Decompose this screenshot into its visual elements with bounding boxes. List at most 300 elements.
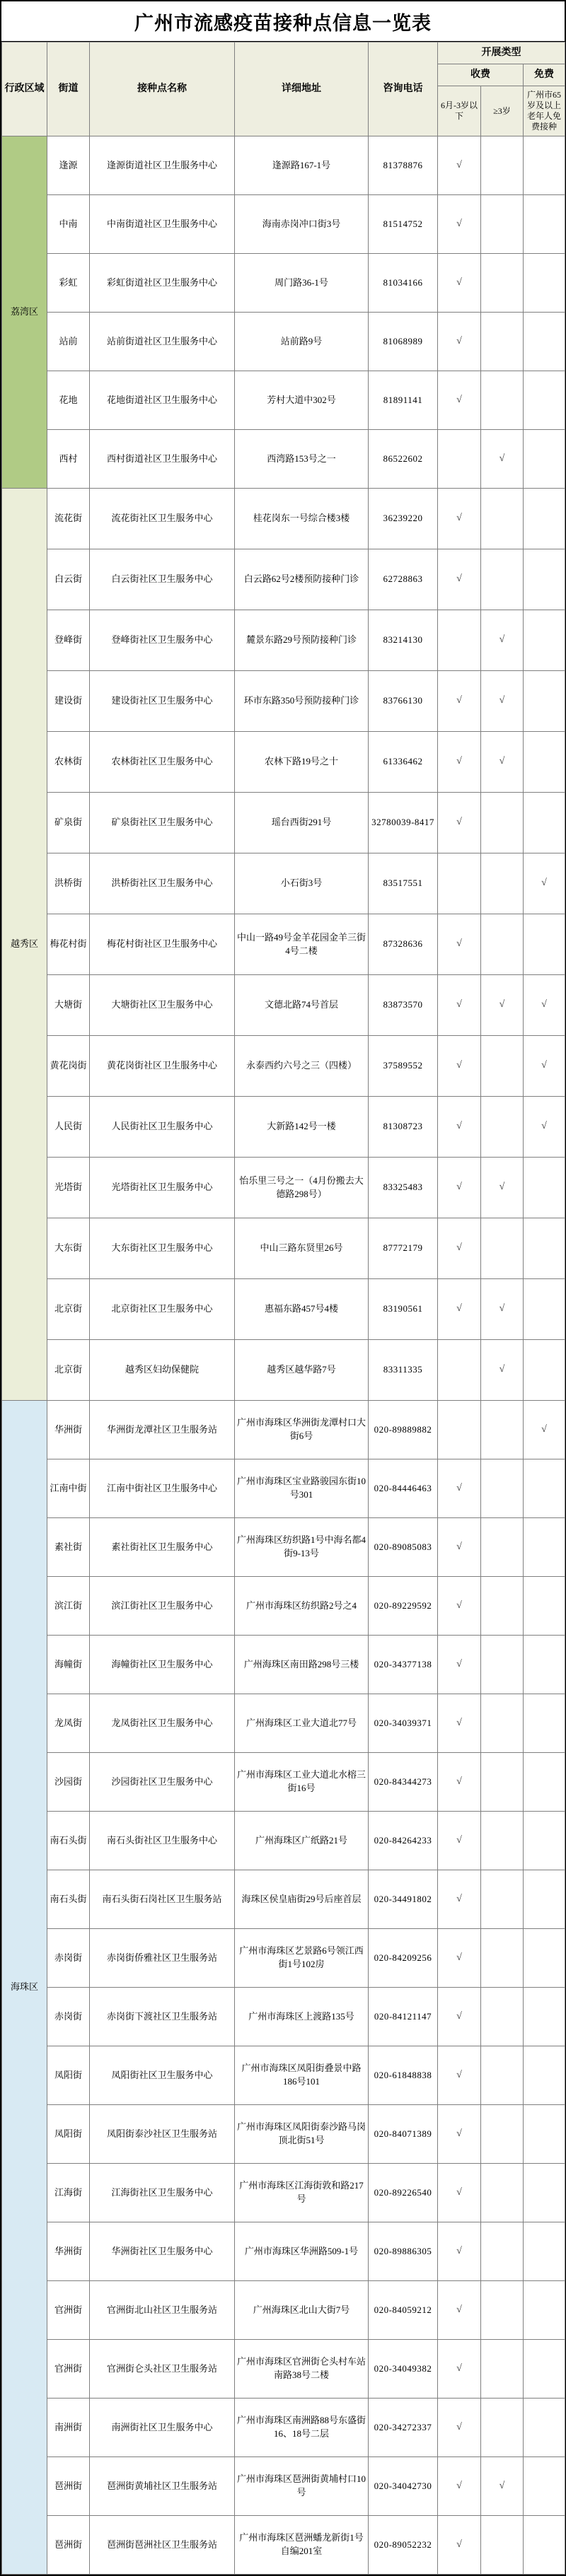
header-street: 街道	[47, 42, 90, 136]
check-free-senior	[524, 254, 565, 313]
phone-cell: 020-34491802	[369, 1870, 438, 1929]
check-paid-3plus: √	[481, 1340, 524, 1401]
check-paid-under3: √	[438, 1158, 481, 1218]
phone-cell: 83311335	[369, 1340, 438, 1401]
address-cell: 广州市海珠区纺织路2号之4	[235, 1577, 369, 1636]
street-cell: 花地	[47, 371, 90, 430]
table-row	[2, 2046, 565, 2105]
address-cell: 芳村大道中302号	[235, 371, 369, 430]
site-cell: 大塘街社区卫生服务中心	[90, 975, 235, 1036]
check-paid-3plus	[481, 313, 524, 371]
phone-cell: 020-34049382	[369, 2340, 438, 2399]
check-free-senior	[524, 2457, 565, 2516]
check-free-senior	[524, 195, 565, 254]
street-cell: 人民街	[47, 1097, 90, 1158]
check-paid-under3: √	[438, 1753, 481, 1812]
table-row	[2, 853, 565, 914]
address-cell: 桂花岗东一号综合楼3楼	[235, 489, 369, 549]
check-paid-3plus: √	[481, 1279, 524, 1340]
header-type-group: 开展类型	[438, 42, 565, 64]
table-row	[2, 254, 565, 313]
street-cell: 梅花村街	[47, 914, 90, 975]
check-paid-under3	[438, 610, 481, 671]
phone-cell: 37589552	[369, 1036, 438, 1097]
site-cell: 江海街社区卫生服务中心	[90, 2164, 235, 2222]
check-paid-3plus	[481, 1988, 524, 2046]
check-paid-3plus	[481, 914, 524, 975]
address-cell: 广州市海珠区工业大道北水榕三街16号	[235, 1753, 369, 1812]
address-cell: 海珠区侯皇庙街29号后座首层	[235, 1870, 369, 1929]
check-paid-under3: √	[438, 2457, 481, 2516]
check-paid-under3: √	[438, 2516, 481, 2575]
header-address: 详细地址	[235, 42, 369, 136]
table-row	[2, 1097, 565, 1158]
check-paid-3plus	[481, 1929, 524, 1988]
site-cell: 逢源街道社区卫生服务中心	[90, 136, 235, 195]
header-paid-under3: 6月-3岁以下	[438, 86, 481, 136]
street-cell: 大塘街	[47, 975, 90, 1036]
site-cell: 江南中街社区卫生服务中心	[90, 1459, 235, 1518]
address-cell: 海南赤岗冲口街3号	[235, 195, 369, 254]
check-free-senior: √	[524, 975, 565, 1036]
table-row	[2, 1636, 565, 1694]
check-free-senior	[524, 489, 565, 549]
site-cell: 越秀区妇幼保健院	[90, 1340, 235, 1401]
table-row	[2, 975, 565, 1036]
check-free-senior	[524, 136, 565, 195]
table-row	[2, 2281, 565, 2340]
phone-cell: 87328636	[369, 914, 438, 975]
page-title: 广州市流感疫苗接种点信息一览表	[134, 12, 432, 34]
address-cell: 广州市海珠区艺景路6号领江西街1号102房	[235, 1929, 369, 1988]
street-cell: 海幢街	[47, 1636, 90, 1694]
address-cell: 广州市海珠区凤阳街叠景中路186号101	[235, 2046, 369, 2105]
site-cell: 梅花村街社区卫生服务中心	[90, 914, 235, 975]
check-free-senior: √	[524, 1401, 565, 1459]
check-paid-3plus	[481, 1401, 524, 1459]
address-cell: 广州市海珠区华洲街龙潭村口大街6号	[235, 1401, 369, 1459]
site-cell: 滨江街社区卫生服务中心	[90, 1577, 235, 1636]
check-paid-under3: √	[438, 1036, 481, 1097]
check-paid-3plus	[481, 1459, 524, 1518]
street-cell: 华洲街	[47, 2222, 90, 2281]
phone-cell: 020-89226540	[369, 2164, 438, 2222]
check-paid-under3: √	[438, 1812, 481, 1870]
site-cell: 人民街社区卫生服务中心	[90, 1097, 235, 1158]
check-paid-under3: √	[438, 549, 481, 610]
street-cell: 流花街	[47, 489, 90, 549]
check-paid-under3: √	[438, 254, 481, 313]
check-paid-3plus	[481, 371, 524, 430]
check-paid-3plus: √	[481, 610, 524, 671]
address-cell: 西湾路153号之一	[235, 430, 369, 489]
site-cell: 龙凤街社区卫生服务中心	[90, 1694, 235, 1753]
address-cell: 广州海珠区工业大道北77号	[235, 1694, 369, 1753]
street-cell: 西村	[47, 430, 90, 489]
street-cell: 官洲街	[47, 2281, 90, 2340]
street-cell: 江南中街	[47, 1459, 90, 1518]
street-cell: 中南	[47, 195, 90, 254]
check-paid-under3: √	[438, 1694, 481, 1753]
street-cell: 南石头街	[47, 1812, 90, 1870]
table-row	[2, 1036, 565, 1097]
check-paid-3plus	[481, 2105, 524, 2164]
site-cell: 北京街社区卫生服务中心	[90, 1279, 235, 1340]
check-paid-under3: √	[438, 1218, 481, 1279]
table-row	[2, 1988, 565, 2046]
phone-cell: 020-89229592	[369, 1577, 438, 1636]
header-free-senior: 广州市65岁及以上老年人免费接种	[524, 86, 565, 136]
table-row	[2, 489, 565, 549]
address-cell: 惠福东路457号4楼	[235, 1279, 369, 1340]
check-paid-under3: √	[438, 1577, 481, 1636]
check-free-senior	[524, 371, 565, 430]
table-row	[2, 430, 565, 489]
check-paid-3plus: √	[481, 1158, 524, 1218]
check-paid-3plus	[481, 1518, 524, 1577]
site-cell: 华洲街龙潭社区卫生服务站	[90, 1401, 235, 1459]
check-paid-under3: √	[438, 1459, 481, 1518]
check-paid-3plus	[481, 2222, 524, 2281]
address-cell: 广州市海珠区江海街敦和路217号	[235, 2164, 369, 2222]
street-cell: 凤阳街	[47, 2046, 90, 2105]
phone-cell: 020-89052232	[369, 2516, 438, 2575]
table-row	[2, 1870, 565, 1929]
address-cell: 环市东路350号预防接种门诊	[235, 671, 369, 732]
street-cell: 南洲街	[47, 2399, 90, 2457]
address-cell: 广州海珠区南田路298号三楼	[235, 1636, 369, 1694]
check-paid-3plus	[481, 489, 524, 549]
check-paid-under3	[438, 1340, 481, 1401]
site-cell: 赤岗街侨雅社区卫生服务站	[90, 1929, 235, 1988]
check-paid-3plus	[481, 136, 524, 195]
check-free-senior	[524, 1459, 565, 1518]
phone-cell: 020-34272337	[369, 2399, 438, 2457]
check-paid-3plus	[481, 549, 524, 610]
address-cell: 广州市海珠区琶洲蟠龙新街1号自编201室	[235, 2516, 369, 2575]
check-free-senior	[524, 610, 565, 671]
address-cell: 永泰西约六号之三（四楼）	[235, 1036, 369, 1097]
address-cell: 周门路36-1号	[235, 254, 369, 313]
check-paid-3plus	[481, 1812, 524, 1870]
site-cell: 白云街社区卫生服务中心	[90, 549, 235, 610]
street-cell: 洪桥街	[47, 853, 90, 914]
table-row	[2, 2516, 565, 2575]
address-cell: 农林下路19号之十	[235, 732, 369, 793]
street-cell: 北京街	[47, 1279, 90, 1340]
street-cell: 官洲街	[47, 2340, 90, 2399]
check-paid-under3: √	[438, 195, 481, 254]
site-cell: 光塔街社区卫生服务中心	[90, 1158, 235, 1218]
check-paid-under3: √	[438, 136, 481, 195]
check-free-senior	[524, 2516, 565, 2575]
table-row	[2, 2399, 565, 2457]
check-free-senior	[524, 671, 565, 732]
street-cell: 黄花岗街	[47, 1036, 90, 1097]
header-region: 行政区域	[2, 42, 47, 136]
site-cell: 洪桥街社区卫生服务中心	[90, 853, 235, 914]
street-cell: 素社街	[47, 1518, 90, 1577]
site-cell: 西村街道社区卫生服务中心	[90, 430, 235, 489]
check-free-senior	[524, 2399, 565, 2457]
site-cell: 南石头街社区卫生服务中心	[90, 1812, 235, 1870]
address-cell: 广州海珠区广纸路21号	[235, 1812, 369, 1870]
address-cell: 中山三路东贤里26号	[235, 1218, 369, 1279]
check-paid-3plus: √	[481, 430, 524, 489]
street-cell: 凤阳街	[47, 2105, 90, 2164]
site-cell: 官洲街仑头社区卫生服务站	[90, 2340, 235, 2399]
check-free-senior	[524, 1929, 565, 1988]
street-cell: 农林街	[47, 732, 90, 793]
check-paid-under3: √	[438, 1929, 481, 1988]
check-paid-under3: √	[438, 313, 481, 371]
table-row	[2, 2457, 565, 2516]
check-paid-under3: √	[438, 671, 481, 732]
sheet-title-row	[1, 1, 565, 42]
check-free-senior	[524, 1988, 565, 2046]
check-paid-under3: √	[438, 914, 481, 975]
check-free-senior: √	[524, 853, 565, 914]
phone-cell: 83325483	[369, 1158, 438, 1218]
address-cell: 怡乐里三号之一（4月份搬去大德路298号）	[235, 1158, 369, 1218]
check-free-senior	[524, 1340, 565, 1401]
address-cell: 广州市海珠区上渡路135号	[235, 1988, 369, 2046]
site-cell: 黄花岗街社区卫生服务中心	[90, 1036, 235, 1097]
phone-cell: 020-84059212	[369, 2281, 438, 2340]
address-cell: 白云路62号2楼预防接种门诊	[235, 549, 369, 610]
check-paid-3plus	[481, 1218, 524, 1279]
table-row	[2, 671, 565, 732]
address-cell: 越秀区越华路7号	[235, 1340, 369, 1401]
phone-cell: 81034166	[369, 254, 438, 313]
check-paid-3plus	[481, 2046, 524, 2105]
table-row	[2, 2164, 565, 2222]
table-header	[2, 42, 565, 136]
street-cell: 沙园街	[47, 1753, 90, 1812]
phone-cell: 81514752	[369, 195, 438, 254]
phone-cell: 32780039-8417	[369, 793, 438, 853]
address-cell: 逢源路167-1号	[235, 136, 369, 195]
street-cell: 龙凤街	[47, 1694, 90, 1753]
region-label: 荔湾区	[2, 136, 47, 489]
address-cell: 广州市海珠区南洲路88号东盛街16、18号二层	[235, 2399, 369, 2457]
check-free-senior	[524, 1694, 565, 1753]
table-row	[2, 1694, 565, 1753]
table-row	[2, 1518, 565, 1577]
phone-cell: 020-89886305	[369, 2222, 438, 2281]
check-free-senior	[524, 549, 565, 610]
check-paid-3plus	[481, 195, 524, 254]
check-paid-under3: √	[438, 2222, 481, 2281]
check-free-senior	[524, 2046, 565, 2105]
check-paid-under3: √	[438, 1870, 481, 1929]
table-row	[2, 136, 565, 195]
street-cell: 建设街	[47, 671, 90, 732]
check-paid-3plus: √	[481, 732, 524, 793]
header-paid-3plus: ≥3岁	[481, 86, 524, 136]
street-cell: 华洲街	[47, 1401, 90, 1459]
site-cell: 沙园街社区卫生服务中心	[90, 1753, 235, 1812]
phone-cell: 81891141	[369, 371, 438, 430]
phone-cell: 020-34377138	[369, 1636, 438, 1694]
check-paid-under3: √	[438, 371, 481, 430]
phone-cell: 62728863	[369, 549, 438, 610]
street-cell: 大东街	[47, 1218, 90, 1279]
vaccination-sites-table	[1, 42, 565, 2575]
address-cell: 广州市海珠区宝业路骏园东街10号301	[235, 1459, 369, 1518]
table-row	[2, 1279, 565, 1340]
check-paid-under3: √	[438, 2281, 481, 2340]
check-paid-3plus	[481, 254, 524, 313]
check-paid-under3	[438, 1401, 481, 1459]
region-label: 越秀区	[2, 489, 47, 1401]
check-free-senior	[524, 2340, 565, 2399]
phone-cell: 020-34042730	[369, 2457, 438, 2516]
check-free-senior	[524, 1577, 565, 1636]
check-paid-3plus: √	[481, 671, 524, 732]
table-row	[2, 549, 565, 610]
table-row	[2, 1753, 565, 1812]
check-paid-3plus	[481, 1870, 524, 1929]
address-cell: 广州市海珠区华洲路509-1号	[235, 2222, 369, 2281]
check-free-senior	[524, 2105, 565, 2164]
table-row	[2, 1218, 565, 1279]
check-paid-under3: √	[438, 2340, 481, 2399]
check-paid-3plus: √	[481, 975, 524, 1036]
phone-cell: 020-61848838	[369, 2046, 438, 2105]
site-cell: 素社街社区卫生服务中心	[90, 1518, 235, 1577]
site-cell: 花地街道社区卫生服务中心	[90, 371, 235, 430]
street-cell: 赤岗街	[47, 1929, 90, 1988]
site-cell: 建设街社区卫生服务中心	[90, 671, 235, 732]
phone-cell: 36239220	[369, 489, 438, 549]
site-cell: 凤阳街社区卫生服务中心	[90, 2046, 235, 2105]
check-free-senior	[524, 914, 565, 975]
address-cell: 广州市海珠区凤阳街泰沙路马岗顶北街51号	[235, 2105, 369, 2164]
phone-cell: 86522602	[369, 430, 438, 489]
table-row	[2, 1158, 565, 1218]
check-paid-3plus	[481, 2399, 524, 2457]
check-paid-under3: √	[438, 1097, 481, 1158]
phone-cell: 81068989	[369, 313, 438, 371]
check-free-senior	[524, 1812, 565, 1870]
street-cell: 赤岗街	[47, 1988, 90, 2046]
table-row	[2, 914, 565, 975]
check-paid-3plus	[481, 853, 524, 914]
table-row	[2, 371, 565, 430]
site-cell: 彩虹街道社区卫生服务中心	[90, 254, 235, 313]
table-row	[2, 1459, 565, 1518]
table-row	[2, 732, 565, 793]
site-cell: 矿泉街社区卫生服务中心	[90, 793, 235, 853]
check-paid-3plus	[481, 793, 524, 853]
header-paid: 收费	[438, 64, 524, 86]
check-paid-under3: √	[438, 975, 481, 1036]
check-free-senior: √	[524, 1097, 565, 1158]
site-cell: 南洲街社区卫生服务中心	[90, 2399, 235, 2457]
check-paid-3plus	[481, 1097, 524, 1158]
site-cell: 琶洲街琶洲社区卫生服务站	[90, 2516, 235, 2575]
table-row	[2, 195, 565, 254]
check-free-senior	[524, 1279, 565, 1340]
table-row	[2, 1812, 565, 1870]
check-paid-3plus	[481, 1753, 524, 1812]
phone-cell: 83766130	[369, 671, 438, 732]
street-cell: 北京街	[47, 1340, 90, 1401]
street-cell: 彩虹	[47, 254, 90, 313]
table-body	[2, 136, 565, 2575]
region-label: 海珠区	[2, 1401, 47, 2575]
phone-cell: 83214130	[369, 610, 438, 671]
check-paid-under3: √	[438, 793, 481, 853]
phone-cell: 020-84121147	[369, 1988, 438, 2046]
check-free-senior	[524, 430, 565, 489]
phone-cell: 81378876	[369, 136, 438, 195]
check-paid-under3	[438, 430, 481, 489]
check-free-senior	[524, 1518, 565, 1577]
phone-cell: 87772179	[369, 1218, 438, 1279]
phone-cell: 020-34039371	[369, 1694, 438, 1753]
check-free-senior	[524, 1636, 565, 1694]
phone-cell: 83873570	[369, 975, 438, 1036]
table-row	[2, 2222, 565, 2281]
check-paid-3plus	[481, 1694, 524, 1753]
table-row	[2, 793, 565, 853]
phone-cell: 83190561	[369, 1279, 438, 1340]
address-cell: 广州海珠区北山大街7号	[235, 2281, 369, 2340]
check-paid-under3: √	[438, 1518, 481, 1577]
check-paid-under3: √	[438, 1988, 481, 2046]
check-paid-3plus	[481, 1036, 524, 1097]
check-free-senior	[524, 2281, 565, 2340]
check-paid-under3: √	[438, 1636, 481, 1694]
check-paid-3plus: √	[481, 2457, 524, 2516]
street-cell: 滨江街	[47, 1577, 90, 1636]
address-cell: 麓景东路29号预防接种门诊	[235, 610, 369, 671]
check-paid-under3: √	[438, 2105, 481, 2164]
street-cell: 光塔街	[47, 1158, 90, 1218]
check-paid-under3: √	[438, 489, 481, 549]
street-cell: 登峰街	[47, 610, 90, 671]
header-phone: 咨询电话	[369, 42, 438, 136]
check-free-senior	[524, 1870, 565, 1929]
street-cell: 琶洲街	[47, 2516, 90, 2575]
address-cell: 广州市海珠区官洲街仑头村车站南路38号二楼	[235, 2340, 369, 2399]
check-paid-3plus	[481, 2281, 524, 2340]
check-paid-under3: √	[438, 2046, 481, 2105]
check-paid-under3: √	[438, 732, 481, 793]
check-paid-3plus	[481, 2164, 524, 2222]
street-cell: 逢源	[47, 136, 90, 195]
phone-cell: 020-84209256	[369, 1929, 438, 1988]
address-cell: 文德北路74号首层	[235, 975, 369, 1036]
site-cell: 海幢街社区卫生服务中心	[90, 1636, 235, 1694]
check-paid-3plus	[481, 1636, 524, 1694]
check-paid-under3: √	[438, 2164, 481, 2222]
check-free-senior	[524, 313, 565, 371]
phone-cell: 020-84344273	[369, 1753, 438, 1812]
street-cell: 白云街	[47, 549, 90, 610]
phone-cell: 020-84264233	[369, 1812, 438, 1870]
check-paid-under3: √	[438, 2399, 481, 2457]
site-cell: 流花街社区卫生服务中心	[90, 489, 235, 549]
header-site: 接种点名称	[90, 42, 235, 136]
table-row	[2, 2340, 565, 2399]
site-cell: 登峰街社区卫生服务中心	[90, 610, 235, 671]
phone-cell: 020-89085083	[369, 1518, 438, 1577]
site-cell: 凤阳街泰沙社区卫生服务站	[90, 2105, 235, 2164]
site-cell: 赤岗街下渡社区卫生服务站	[90, 1988, 235, 2046]
